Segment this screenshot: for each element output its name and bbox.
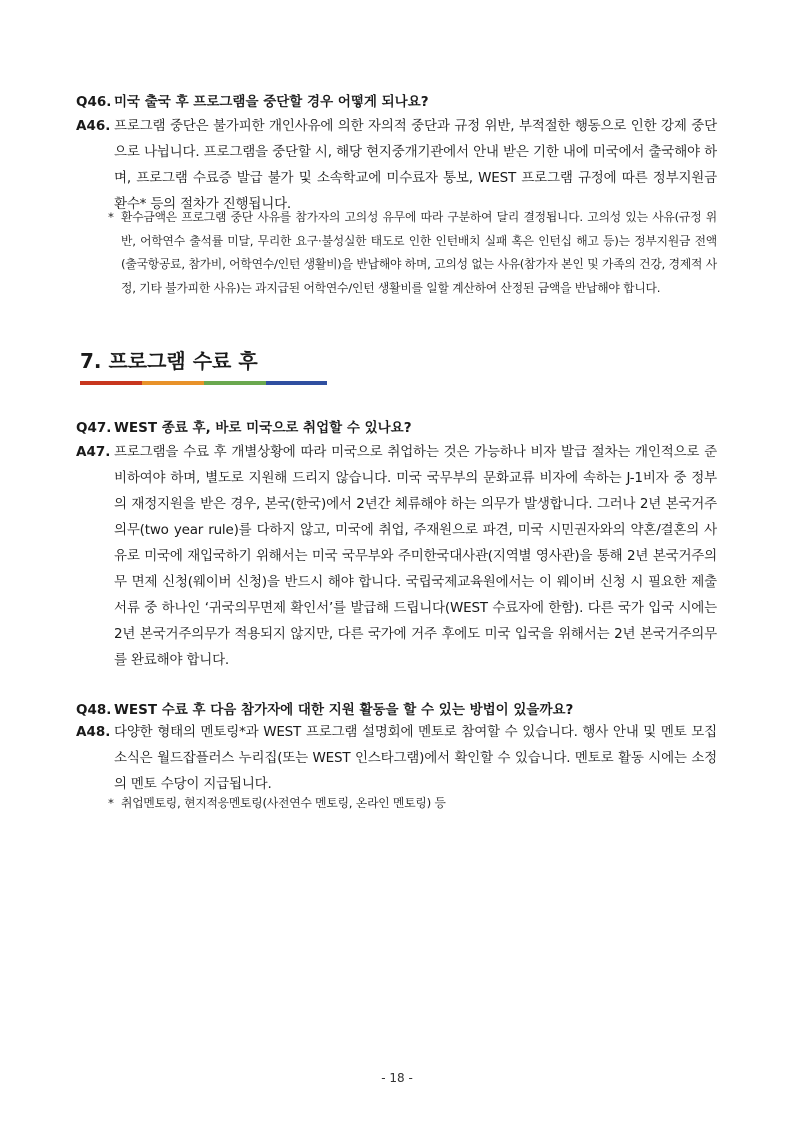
section-underline-red	[80, 381, 142, 385]
answer-label-a47: A47.	[76, 444, 111, 460]
page-number: - 18 -	[381, 1071, 413, 1085]
section-underline-green	[204, 381, 266, 385]
question-label: Q47.	[76, 420, 112, 436]
question-label: Q46.	[76, 94, 112, 110]
answer-a46: 프로그램 중단은 불가피한 개인사유에 의한 자의적 중단과 규정 위반, 부적절한 행동으로 인한 강제 중단으로 나뉩니다. 프로그램을 중단할 시, 해당 현지중개기관에서 안내 받은 기한 내에 미국에서 출국해야 하며, 프로그램 수료증 발급 불가 및 소속학교에 미수료자 통보, WEST 프로그램 규정에 따른 정부지원금 환수* 등의 절차가 진행됩니다.	[114, 118, 717, 212]
question-text: WEST 수료 후 다음 참가자에 대한 지원 활동을 할 수 있는 방법이 있을까요?	[114, 702, 574, 718]
section-heading: 7. 프로그램 수료 후	[80, 349, 258, 373]
footnote-mark: *	[108, 210, 114, 224]
footnote-text: 환수금액은 프로그램 중단 사유를 참가자의 고의성 유무에 따라 구분하여 달리 결정됩니다. 고의성 있는 사유(규정 위반, 어학연수 출석률 미달, 무리한 요구·불성실한 태도로 인한 인턴배치 실패 혹은 인턴십 해고 등)는 정부지원금 전액(출국항공료, 참가비, 어학연수/인턴 생활비)을 반납해야 하며, 고의성 없는 사유(참가자 본인 및 가족의 건강, 경제적 사정, 기타 불가피한 사유)는 과지급된 어학연수/인턴 생활비를 일할 계산하여 산정된 금액을 반납해야 합니다.	[121, 210, 717, 295]
answer-label-a48: A48.	[76, 724, 111, 740]
answer-a47: 프로그램을 수료 후 개별상황에 따라 미국으로 취업하는 것은 가능하나 비자 발급 절차는 개인적으로 준비하여야 하며, 별도로 지원해 드리지 않습니다. 미국 국무부의 문화교류 비자에 속하는 J-1비자 중 정부의 재정지원을 받은 경우, 본국(한국)에서 2년간 체류해야 하는 의무가 발생합니다. 그러나 2년 본국거주의무(two year rule)를 다하지 않고, 미국에 취업, 주재원으로 파견, 미국 시민권자와의 약혼/결혼의 사유로 미국에 재입국하기 위해서는 미국 국무부와 주미한국대사관(지역별 영사관)을 통해 2년 본국거주의무 면제 신청(웨이버 신청)을 반드시 해야 합니다. 국립국제교육원에서는 이 웨이버 신청 시 필요한 제출서류 중 하나인 ‘귀국의무면제 확인서’를 발급해 드립니다(WEST 수료자에 한함). 다른 국가 입국 시에는 2년 본국거주의무가 적용되지 않지만, 다른 국가에 거주 후에도 미국 입국을 위해서는 2년 본국거주의무를 완료해야 합니다.	[114, 444, 717, 668]
footnote-a46	[108, 206, 717, 300]
footnote-a48	[108, 792, 717, 816]
footnote-text: 취업멘토링, 현지적응멘토링(사전연수 멘토링, 온라인 멘토링) 등	[121, 796, 446, 810]
question-q47	[76, 418, 726, 438]
answer-label-a46: A46.	[76, 118, 111, 134]
question-text: 미국 출국 후 프로그램을 중단할 경우 어떻게 되나요?	[114, 94, 429, 110]
question-label: Q48.	[76, 702, 112, 718]
section-underline-blue	[266, 381, 327, 385]
answer-a48: 다양한 형태의 멘토링*과 WEST 프로그램 설명회에 멘토로 참여할 수 있습니다. 행사 안내 및 멘토 모집 소식은 월드잡플러스 누리집(또는 WEST 인스타그램)에서 확인할 수 있습니다. 멘토로 활동 시에는 소정의 멘토 수당이 지급됩니다.	[114, 724, 717, 792]
footnote-mark: *	[108, 796, 114, 810]
question-q48	[76, 700, 726, 720]
question-text: WEST 종료 후, 바로 미국으로 취업할 수 있나요?	[114, 420, 412, 436]
question-q46	[76, 92, 726, 112]
section-underline-orange	[142, 381, 204, 385]
